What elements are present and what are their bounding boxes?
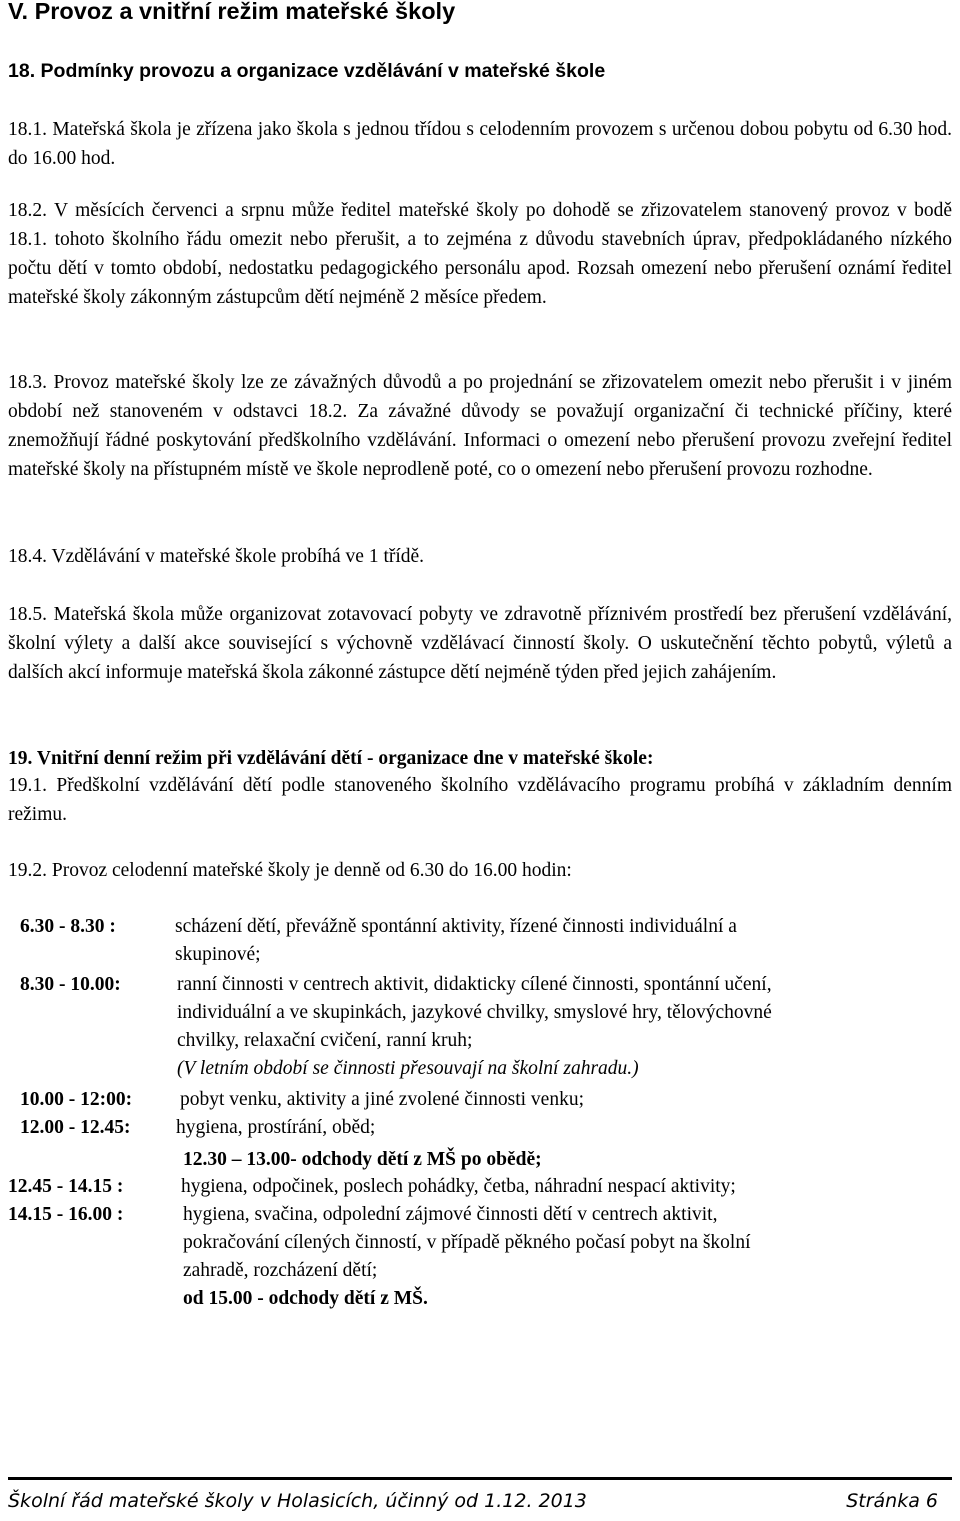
schedule-desc-line: zahradě, rozcházení dětí;: [183, 1260, 378, 1281]
schedule-time: 6.30 - 8.30 :: [20, 916, 116, 937]
schedule-afternoon-pickup: od 15.00 - odchody dětí z MŠ.: [183, 1288, 428, 1309]
heading-18: 18. Podmínky provozu a organizace vzdělávání v mateřské škole: [8, 60, 606, 82]
paragraph-19-1: 19.1. Předškolní vzdělávání dětí podle stanoveného školního vzdělávacího programu probíhá v základním denním režimu.: [8, 775, 952, 825]
section-title: V. Provoz a vnitřní režim mateřské školy: [8, 0, 456, 24]
paragraph-18-4: 18.4. Vzdělávání v mateřské škole probíhá ve 1 třídě.: [8, 546, 425, 567]
schedule-time: 12.45 - 14.15 :: [8, 1176, 124, 1197]
schedule-time: 10.00 - 12:00:: [20, 1089, 133, 1110]
paragraph-18-1: 18.1. Mateřská škola je zřízena jako škola s jednou třídou s celodenním provozem s určenou dobou pobytu od 6.30 hod. do 16.00 hod.: [8, 119, 952, 169]
schedule-desc-line: pokračování cílených činností, v případě pěkného počasí pobyt na školní: [183, 1232, 751, 1253]
paragraph-18-5: 18.5. Mateřská škola může organizovat zotavovací pobyty ve zdravotně příznivém prostředí bez přerušení vzdělávání, školní výlety a další akce související s výchovně vzdělávací činností školy. O uskutečnění těchto pobytů, výletů a dalších akcí informuje mateřská škola zákonné zástupce dětí nejméně týden před jejich zahájením.: [8, 604, 952, 683]
schedule-time: 8.30 - 10.00:: [20, 974, 121, 995]
footer-divider: [8, 1477, 952, 1480]
heading-19: 19. Vnitřní denní režim při vzdělávání dětí - organizace dne v mateřské škole:: [8, 748, 654, 769]
schedule-desc-line: hygiena, svačina, odpolední zájmové činnosti dětí v centrech aktivit,: [183, 1204, 718, 1225]
schedule-time: 14.15 - 16.00 :: [8, 1204, 124, 1225]
paragraph-19-2: 19.2. Provoz celodenní mateřské školy je denně od 6.30 do 16.00 hodin:: [8, 860, 572, 881]
schedule-desc-line: hygiena, prostírání, oběd;: [176, 1117, 376, 1138]
schedule-desc-line: hygiena, odpočinek, poslech pohádky, četba, náhradní nespací aktivity;: [181, 1176, 736, 1197]
footer-document-title: Školní řád mateřské školy v Holasicích, účinný od 1.12. 2013: [8, 1490, 587, 1512]
schedule-note: (V letním období se činnosti přesouvají na školní zahradu.): [177, 1058, 639, 1079]
schedule-lunch-pickup: 12.30 – 13.00- odchody dětí z MŠ po obědě;: [183, 1149, 542, 1170]
schedule-desc-line: individuální a ve skupinkách, jazykové chvilky, smyslové hry, tělovýchovné: [177, 1002, 772, 1023]
schedule-desc-line: ranní činnosti v centrech aktivit, didakticky cílené činnosti, spontánní učení,: [177, 974, 772, 995]
schedule-desc-line: pobyt venku, aktivity a jiné zvolené činnosti venku;: [180, 1089, 584, 1110]
paragraph-18-2: 18.2. V měsících červenci a srpnu může ředitel mateřské školy po dohodě se zřizovatelem stanovený provoz v bodě 18.1. tohoto školního řádu omezit nebo přerušit, a to zejména z důvodu stavebních úprav, předpokládaného nízkého počtu dětí v tomto období, nedostatku pedagogického personálu apod. Rozsah omezení nebo přerušení oznámí ředitel mateřské školy zákonným zástupcům dětí nejméně 2 měsíce předem.: [8, 200, 952, 308]
schedule-desc-line: scházení dětí, převážně spontánní aktivity, řízené činnosti individuální a: [175, 916, 737, 937]
schedule-time: 12.00 - 12.45:: [20, 1117, 131, 1138]
footer-page-number: Stránka 6: [846, 1490, 938, 1512]
schedule-desc-line: chvilky, relaxační cvičení, ranní kruh;: [177, 1030, 473, 1051]
paragraph-18-3: 18.3. Provoz mateřské školy lze ze závažných důvodů a po projednání se zřizovatelem omezit nebo přerušit i v jiném období než stanoveném v odstavci 18.2. Za závažné důvody se považují organizační či technické příčiny, které znemožňují řádné poskytování předškolního vzdělávání. Informaci o omezení nebo přerušení provozu zveřejní ředitel mateřské školy na přístupném místě ve škole neprodleně poté, co o omezení nebo přerušení provozu rozhodne.: [8, 372, 952, 480]
schedule-desc-line: skupinové;: [175, 944, 261, 965]
